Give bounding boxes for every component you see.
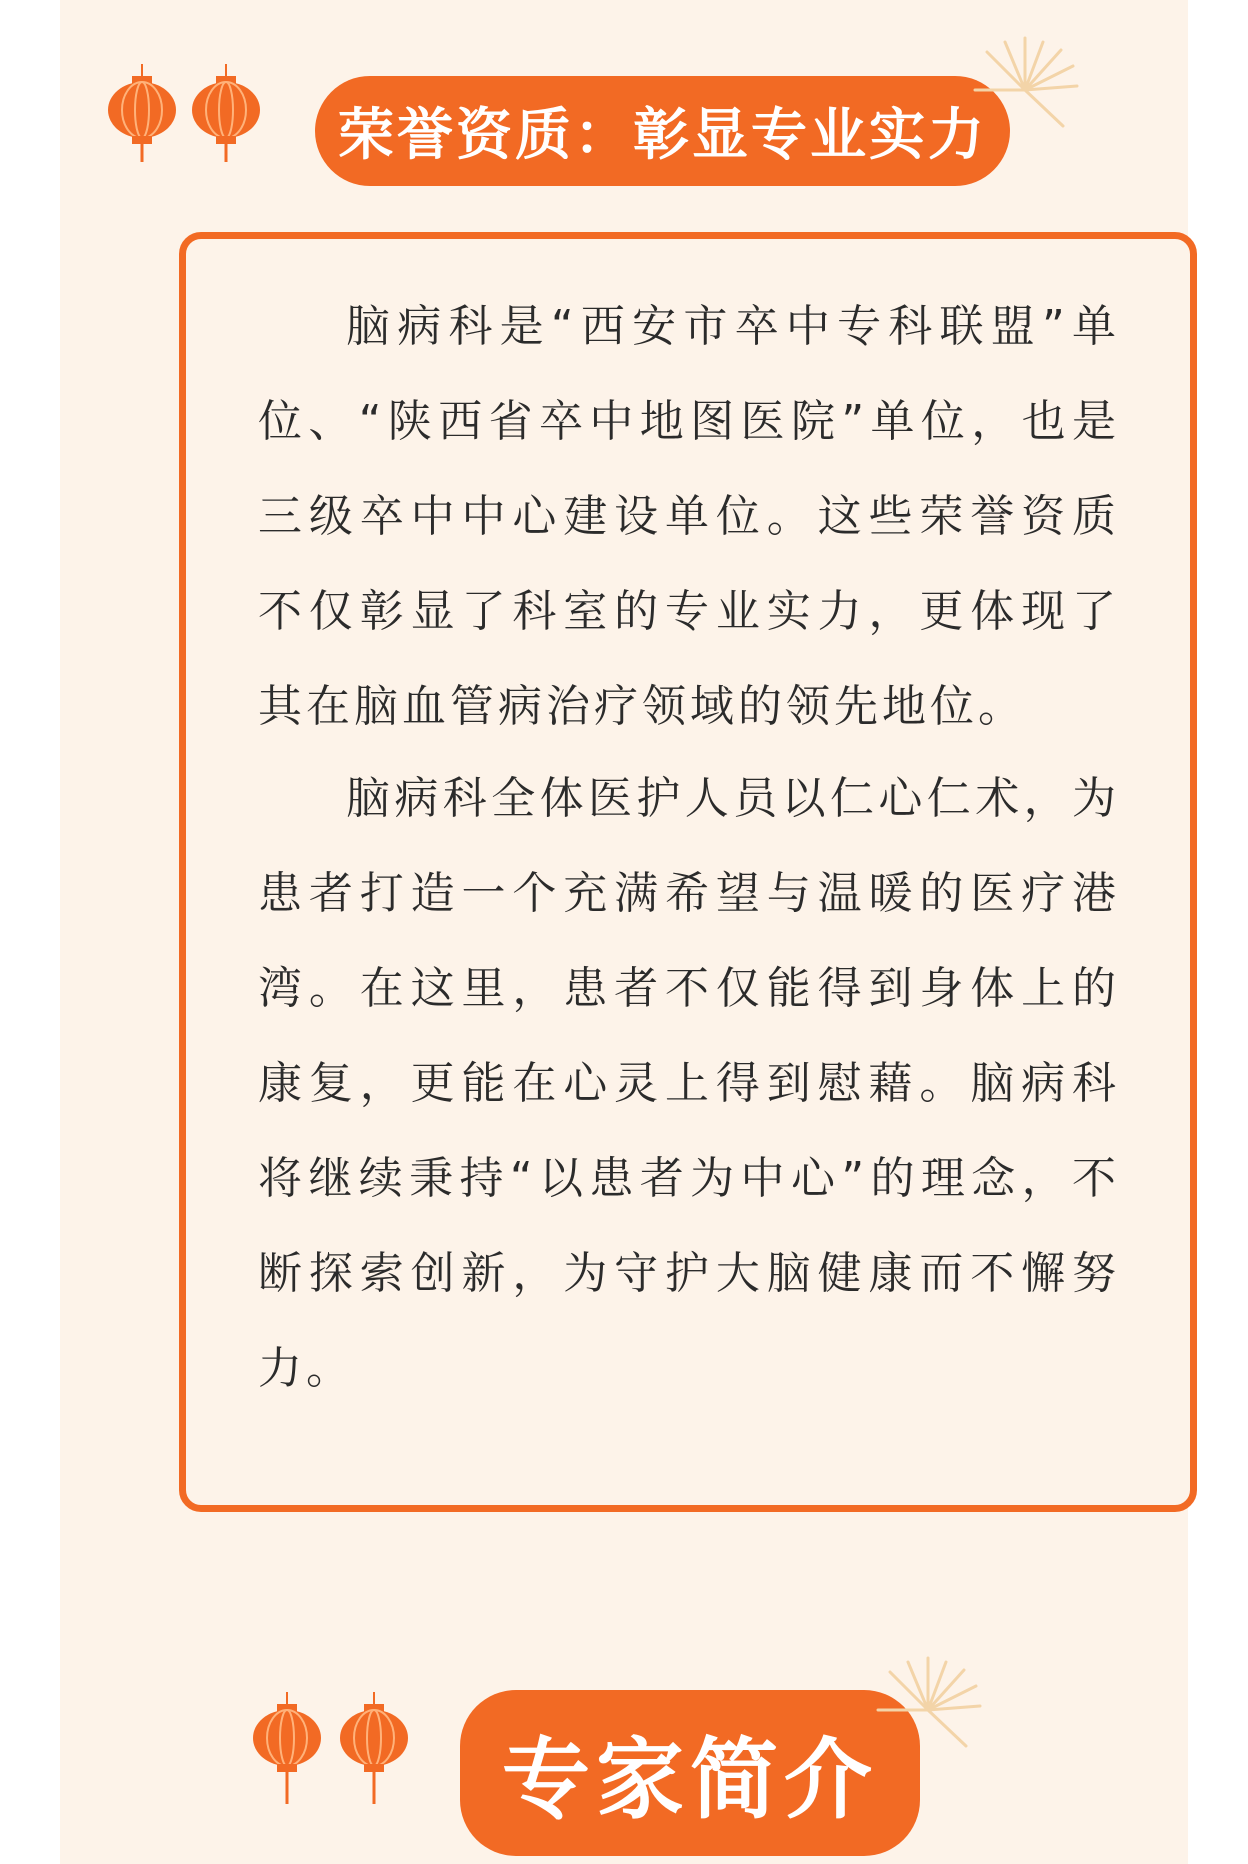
lantern-icon (184, 64, 268, 164)
page-background (60, 0, 1188, 1864)
firework-icon (965, 30, 1085, 150)
section-title-honors: 荣誉资质：彰显专业实力 (315, 76, 1010, 186)
firework-icon (868, 1650, 988, 1770)
content-box (179, 232, 1197, 1512)
paragraph-honors: 脑病科是“西安市卒中专科联盟”单位、“陕西省卒中地图医院”单位，也是三级卒中中心建设单位。这些荣誉资质不仅彰显了科室的专业实力，更体现了其在脑血管病治疗领域的领先地位。 (258, 301, 1120, 732)
lantern-icon (100, 64, 184, 164)
lantern-icon (332, 1692, 416, 1812)
section-title-experts: 专家简介 (460, 1690, 920, 1856)
paragraph-care: 脑病科全体医护人员以仁心仁术，为患者打造一个充满希望与温暖的医疗港湾。在这里，患者不仅能得到身体上的康复，更能在心灵上得到慰藉。脑病科将继续秉持“以患者为中心”的理念，不断探索创新，为守护大脑健康而不懈努力。 (258, 773, 1120, 1394)
lantern-icon (245, 1692, 329, 1812)
